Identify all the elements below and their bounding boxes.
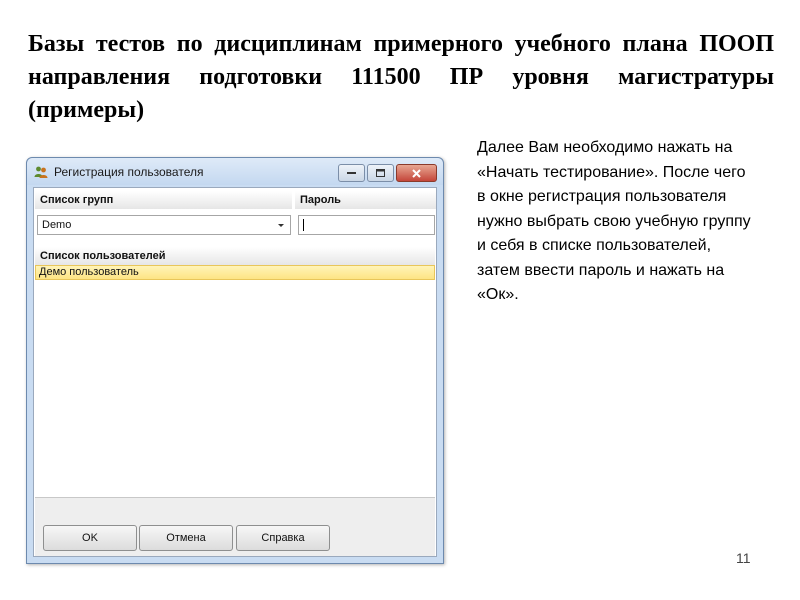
- dialog-footer: [35, 497, 435, 556]
- dropdown-arrow-icon[interactable]: [278, 224, 284, 227]
- close-icon: [412, 169, 421, 178]
- text-caret: [303, 219, 304, 231]
- minimize-icon: [347, 171, 356, 175]
- cancel-button[interactable]: Отмена: [139, 525, 233, 551]
- maximize-icon: [376, 169, 385, 177]
- minimize-button[interactable]: [338, 164, 365, 182]
- users-label: Список пользователей: [35, 247, 435, 265]
- user-registration-window: [26, 157, 444, 564]
- password-input[interactable]: [298, 215, 435, 235]
- ok-button[interactable]: OK: [43, 525, 137, 551]
- user-list-item[interactable]: Демо пользователь: [35, 265, 435, 280]
- maximize-button[interactable]: [367, 164, 394, 182]
- dialog-client-area: [33, 187, 437, 557]
- groups-label: Список групп: [35, 191, 292, 209]
- slide-title: Базы тестов по дисциплинам примерного учебного плана ПООП направления подготовки 111500 ПР уровня магистратуры (примеры): [28, 31, 774, 123]
- instruction-text: Далее Вам необходимо нажать на «Начать тестирование». После чего в окне регистрация пользователя нужно выбрать свою учебную группу и себя в списке пользователей, затем ввести пароль и нажать на «Ок».: [477, 139, 751, 303]
- window-titlebar[interactable]: [27, 158, 443, 185]
- password-label: Пароль: [295, 191, 436, 209]
- help-button[interactable]: Справка: [236, 525, 330, 551]
- page-number: 11: [736, 550, 751, 566]
- group-select[interactable]: [37, 215, 291, 235]
- group-select-value: Demo: [42, 219, 72, 231]
- users-icon: [34, 165, 48, 179]
- close-button[interactable]: [396, 164, 437, 182]
- user-list[interactable]: [35, 265, 435, 495]
- window-title: Регистрация пользователя: [54, 165, 204, 179]
